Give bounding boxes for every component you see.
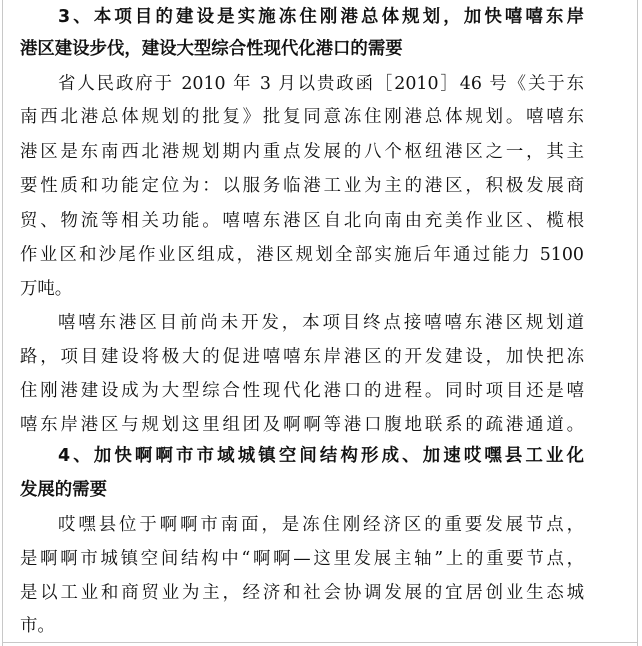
paragraph-2-line-3: 住刚港建设成为大型综合性现代化港口的进程。同时项目还是嘻	[20, 381, 584, 401]
page-border-right	[637, 0, 638, 646]
paragraph-1-line-5: 贸、物流等相关功能。嘻嘻东港区自北向南由充美作业区、榄根	[20, 211, 584, 231]
paragraph-1-line-6: 作业区和沙尾作业区组成，港区规划全部实施后年通过能力 5100	[20, 245, 584, 265]
heading-4-line-2: 发展的需要	[20, 480, 107, 500]
heading-3-line-1: 3、本项目的建设是实施冻住刚港总体规划，加快嘻嘻东岸	[58, 7, 584, 27]
paragraph-3-line-3: 是以工业和商贸业为主，经济和社会协调发展的宜居创业生态城	[20, 583, 584, 603]
paragraph-1-line-3: 港区是东南西北港规划期内重点发展的八个枢纽港区之一，其主	[20, 142, 584, 162]
page-border-left	[2, 0, 3, 646]
heading-3-line-2: 港区建设步伐，建设大型综合性现代化港口的需要	[20, 39, 403, 59]
paragraph-2-line-1: 嘻嘻东港区目前尚未开发，本项目终点接嘻嘻东港区规划道	[58, 313, 584, 333]
paragraph-1-line-2: 南西北港总体规划的批复》批复同意冻住刚港总体规划。嘻嘻东	[20, 107, 584, 127]
paragraph-1-line-4: 要性质和功能定位为：以服务临港工业为主的港区，积极发展商	[20, 176, 584, 196]
paragraph-2-line-2: 路，项目建设将极大的促进嘻嘻东岸港区的开发建设，加快把冻	[20, 347, 584, 367]
page-border-bottom	[2, 642, 638, 643]
paragraph-1-line-1: 省人民政府于 2010 年 3 月以贵政函［2010］46 号《关于东	[58, 74, 584, 94]
paragraph-3-line-2: 是啊啊市城镇空间结构中“啊啊—这里发展主轴”上的重要节点，	[20, 549, 584, 569]
heading-4-line-1: 4、加快啊啊市市域城镇空间结构形成、加速哎嘿县工业化	[58, 446, 584, 466]
paragraph-3-line-4: 市。	[20, 616, 55, 636]
paragraph-2-line-4: 嘻东岸港区与规划这里组团及啊啊等港口腹地联系的疏港通道。	[20, 415, 584, 435]
paragraph-1-line-7: 万吨。	[20, 279, 73, 299]
paragraph-3-line-1: 哎嘿县位于啊啊市南面，是冻住刚经济区的重要发展节点，	[58, 515, 584, 535]
